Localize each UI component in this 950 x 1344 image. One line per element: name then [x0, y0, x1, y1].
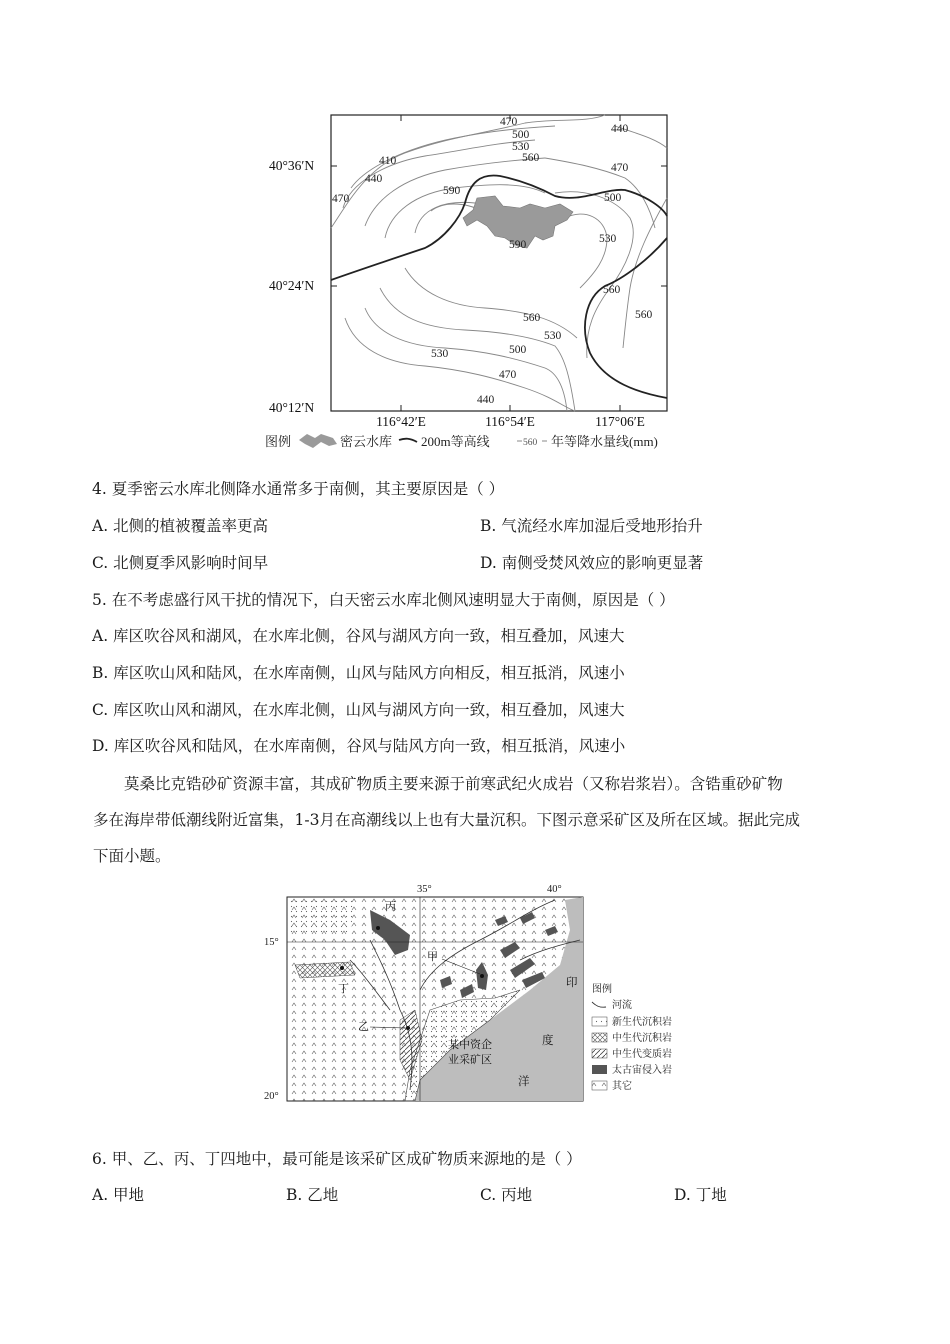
other-swatch [592, 1081, 607, 1090]
legend-reservoir: 密云水库 [340, 434, 393, 449]
passage-line: 莫桑比克锆砂矿资源丰富，其成矿物质主要来源于前寒武纪火成岩（又称岩浆岩）。含锆重砂矿物 [124, 775, 783, 793]
isoline-value: 560 [522, 152, 540, 164]
geology-map [260, 880, 700, 1106]
reservoir-swatch [299, 434, 337, 448]
isoline-value: 440 [365, 173, 383, 185]
q6-option-d[interactable]: D. 丁地 [674, 1186, 727, 1204]
q6-option-b[interactable]: B. 乙地 [286, 1186, 339, 1204]
map2-legend [592, 982, 672, 1092]
ocean-char: 印 [566, 977, 578, 989]
mine-label-line1: 某中资企 [448, 1039, 492, 1051]
isoline-value: 470 [611, 162, 629, 174]
mesozoic-sed-swatch [592, 1033, 607, 1042]
mine-label-line2: 业采矿区 [448, 1054, 492, 1066]
isoline-value: 530 [544, 330, 562, 342]
isoline-value: 500 [604, 192, 622, 204]
legend-prefix: 图例 [265, 434, 292, 449]
legend-item: 中生代沉积岩 [612, 1033, 672, 1044]
legend-item: 新生代沉积岩 [612, 1017, 672, 1028]
isoline-value: 410 [379, 155, 397, 167]
latitude-labels [269, 158, 314, 415]
isoline-value: 590 [509, 239, 527, 251]
legend-contour: 200m等高线 [421, 434, 490, 449]
lon-label: 40° [547, 884, 562, 895]
ocean-char: 度 [542, 1035, 554, 1047]
isoline-value: 560 [603, 284, 621, 296]
bing-marker [376, 926, 380, 930]
legend-title: 图例 [592, 984, 612, 995]
isoline-value: 440 [611, 123, 629, 135]
lon-label: 116°54′E [485, 414, 535, 429]
place-yi: 乙 [358, 1021, 369, 1033]
lat-label: 20° [264, 1091, 279, 1102]
q4-option-b[interactable]: B. 气流经水库加湿后受地形抬升 [480, 517, 703, 535]
precipitation-map-svg [255, 108, 705, 453]
jia-marker [480, 974, 484, 978]
lat-label: 40°36′N [269, 158, 315, 173]
geology-map-svg [260, 880, 700, 1106]
metamorphic-swatch [592, 1049, 607, 1058]
q6-option-a[interactable]: A. 甲地 [92, 1186, 145, 1204]
q5-option-a[interactable]: A. 库区吹谷风和湖风，在水库北侧，谷风与湖风方向一致，相互叠加，风速大 [92, 627, 625, 645]
cenozoic-sediment-west [287, 900, 355, 935]
isoline-value: 470 [499, 369, 517, 381]
legend-item: 太古宙侵入岩 [612, 1065, 672, 1076]
q5-option-b[interactable]: B. 库区吹山风和陆风，在水库南侧，山风与陆风方向相反，相互抵消，风速小 [92, 664, 625, 682]
q5-stem: 5. 在不考虑盛行风干扰的情况下，白天密云水库北侧风速明显大于南侧，原因是（ ） [92, 591, 675, 609]
q4-option-d[interactable]: D. 南侧受焚风效应的影响更显著 [480, 554, 704, 572]
passage [93, 766, 863, 874]
yi-marker [406, 1026, 410, 1030]
lat-label: 15° [264, 937, 279, 948]
map1-legend [265, 434, 658, 449]
isoline-value: 530 [599, 233, 617, 245]
place-jia: 甲 [427, 951, 438, 963]
lat-label: 40°24′N [269, 278, 315, 293]
legend-item: 其它 [612, 1081, 632, 1092]
passage-line: 下面小题。 [93, 847, 171, 865]
precipitation-map [255, 108, 705, 453]
isoline-value: 470 [500, 116, 518, 128]
legend-isohyet: 年等降水量线(mm) [551, 434, 658, 449]
passage-line: 多在海岸带低潮线附近富集，1-3月在高潮线以上也有大量沉积。下图示意采矿区及所在区域。据此完成 [93, 811, 800, 829]
place-ding: 丁 [338, 983, 349, 995]
lat-label: 40°12′N [269, 400, 315, 415]
isoline-value: 440 [477, 394, 495, 406]
longitude-labels [376, 414, 645, 429]
q4-option-c[interactable]: C. 北侧夏季风影响时间早 [92, 554, 269, 572]
legend-item: 中生代变质岩 [612, 1049, 672, 1060]
river-swatch [592, 1002, 606, 1007]
q5-option-d[interactable]: D. 库区吹谷风和陆风，在水库南侧，谷风与陆风方向一致，相互抵消，风速小 [92, 737, 626, 755]
isoline-value: 530 [431, 348, 449, 360]
q5-option-c[interactable]: C. 库区吹山风和湖风，在水库北侧，山风与湖风方向一致，相互叠加，风速大 [92, 701, 625, 719]
intrusive-swatch [592, 1065, 607, 1074]
lon-label: 116°42′E [376, 414, 426, 429]
legend-item: 河流 [612, 1000, 632, 1011]
isoline-value: 560 [635, 309, 653, 321]
cenozoic-swatch [592, 1017, 607, 1026]
q6-option-c[interactable]: C. 丙地 [480, 1186, 533, 1204]
place-bing: 丙 [385, 901, 396, 913]
legend-isohyet-sample: 560 [523, 438, 538, 448]
isoline-value: 590 [443, 185, 461, 197]
isoline-value: 500 [512, 129, 530, 141]
contour-swatch [399, 439, 417, 442]
isoline-value: 470 [332, 193, 350, 205]
ding-marker [340, 966, 344, 970]
isoline-value: 500 [509, 344, 527, 356]
q6-stem: 6. 甲、乙、丙、丁四地中，最可能是该采矿区成矿物质来源地的是（ ） [92, 1150, 582, 1168]
isoline-value: 530 [512, 141, 530, 153]
isoline-value: 560 [523, 312, 541, 324]
q4-option-a[interactable]: A. 北侧的植被覆盖率更高 [92, 517, 269, 535]
lon-label: 35° [417, 884, 432, 895]
q4-stem: 4. 夏季密云水库北侧降水通常多于南侧，其主要原因是（ ） [92, 480, 505, 498]
ocean-char: 洋 [518, 1076, 530, 1088]
mesozoic-sediment [295, 962, 355, 978]
lon-label: 117°06′E [595, 414, 645, 429]
